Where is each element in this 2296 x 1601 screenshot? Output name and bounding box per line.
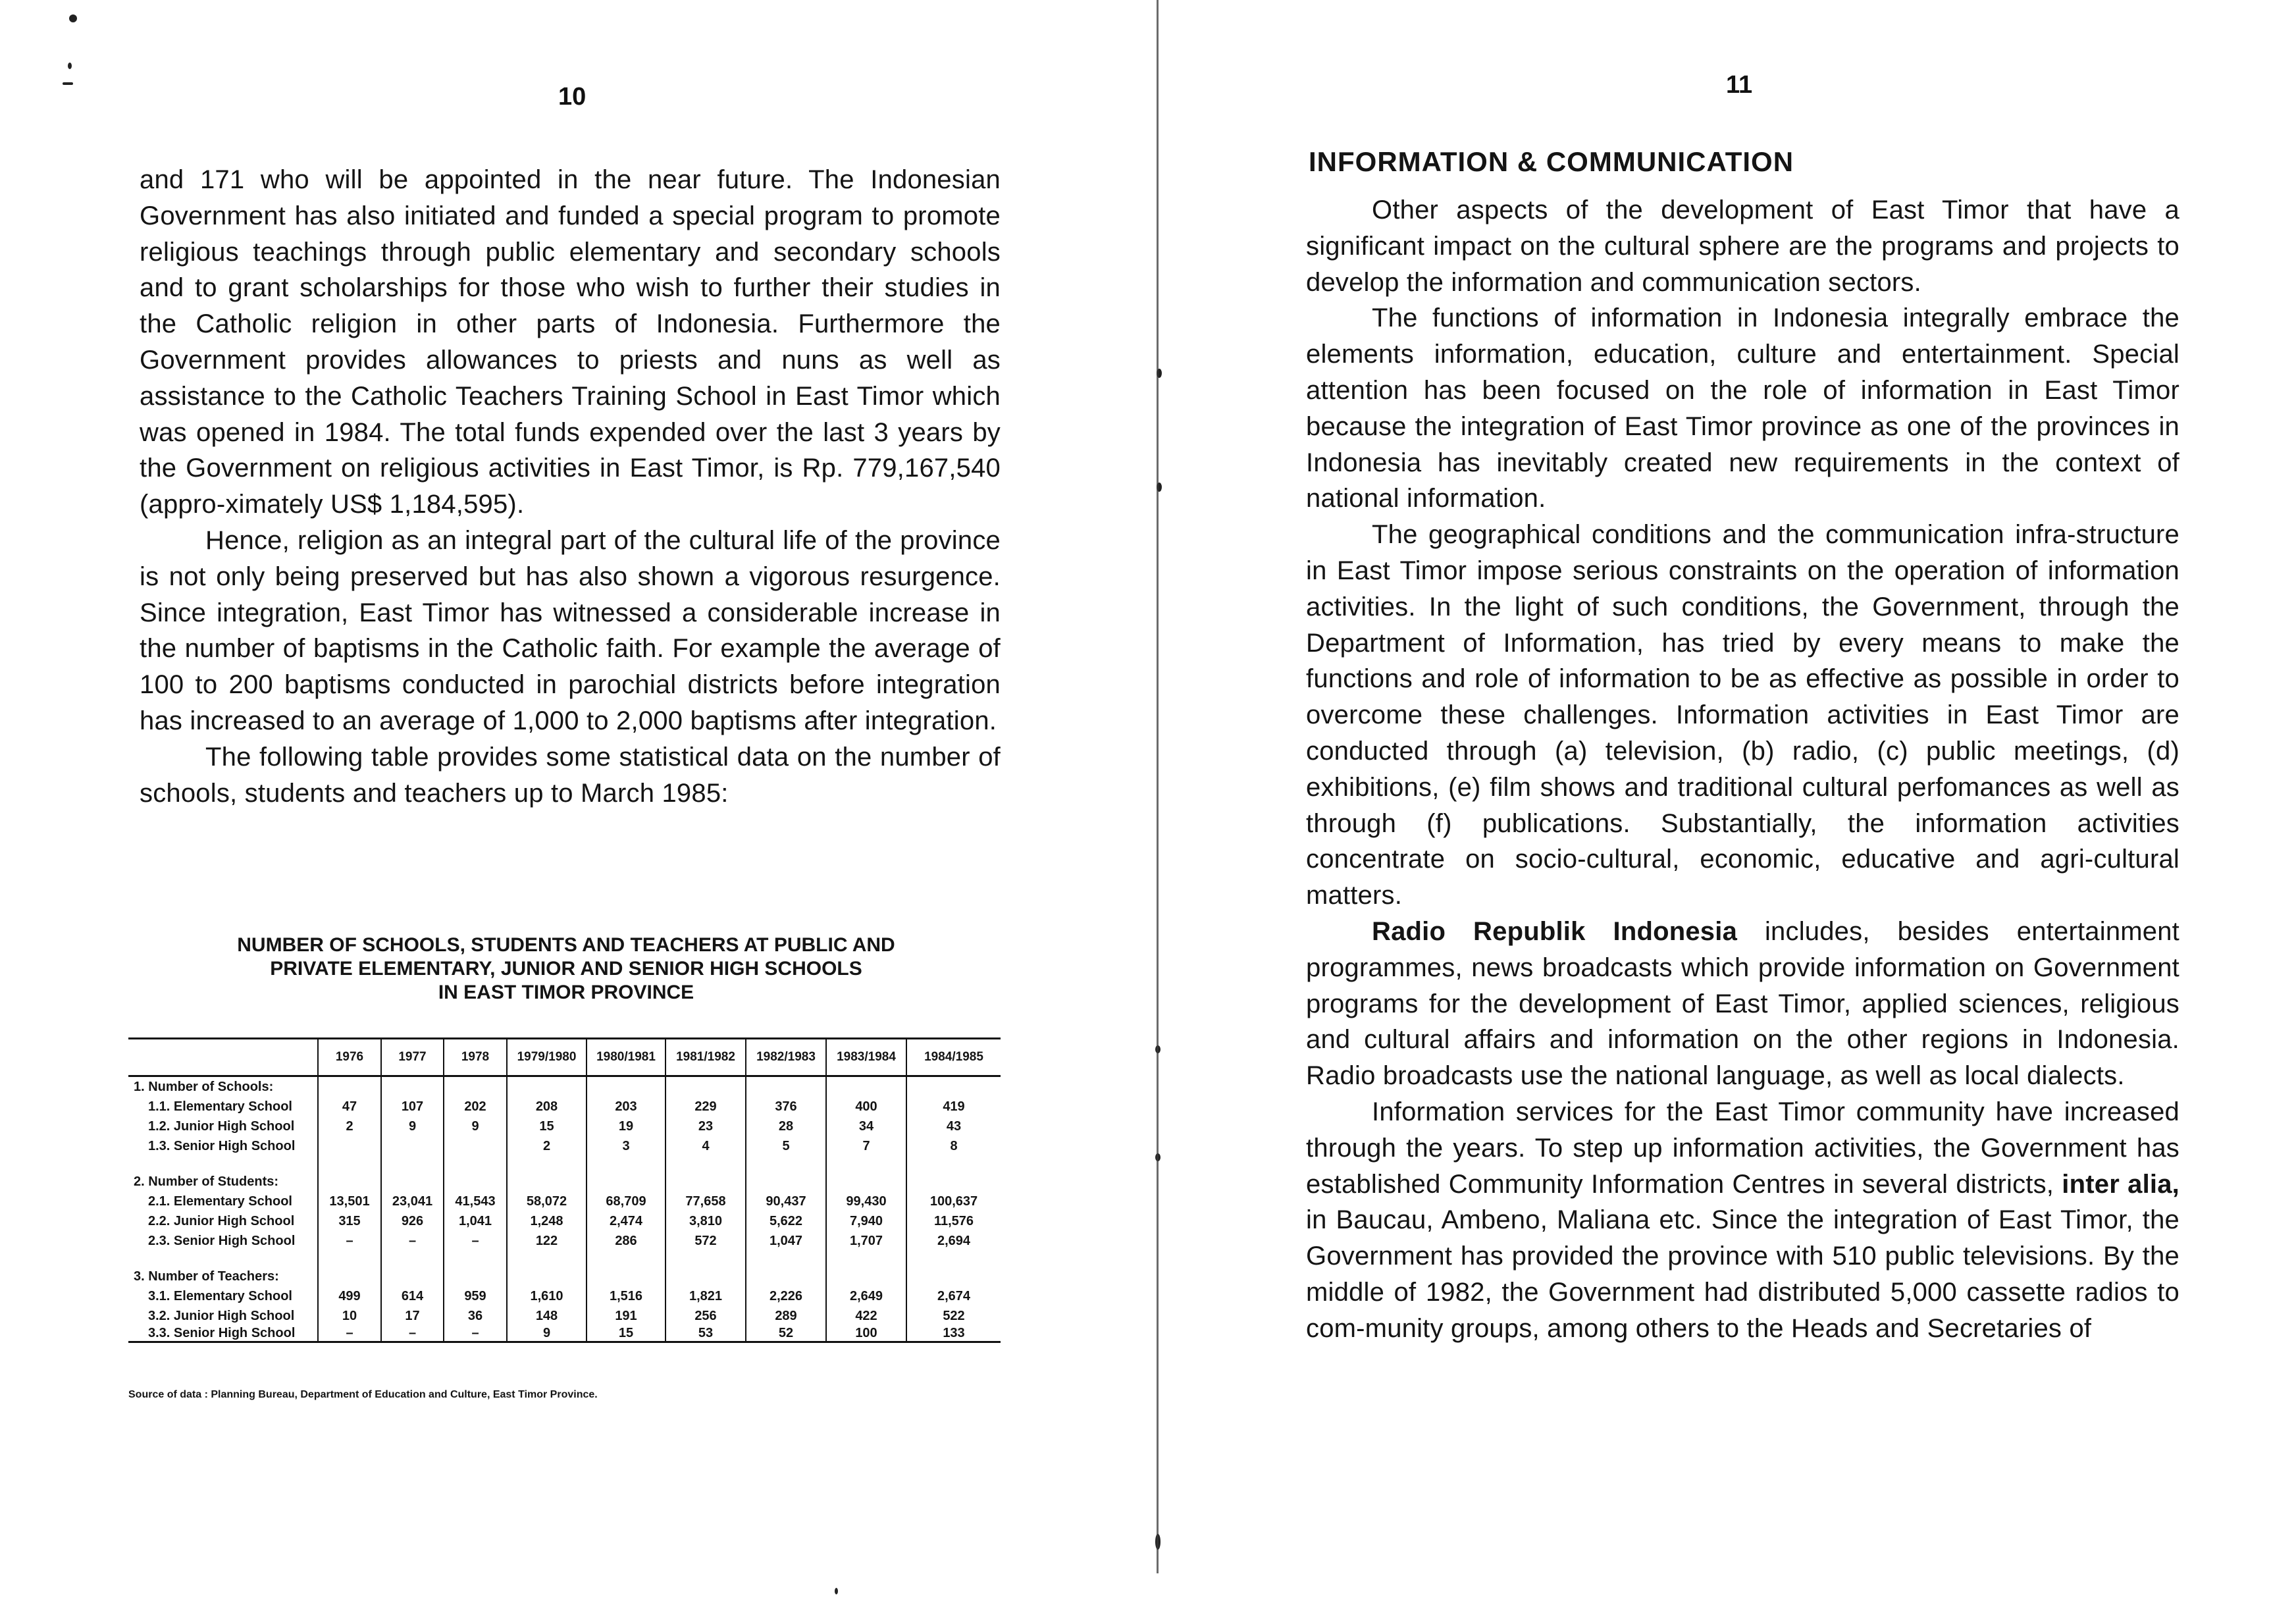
value-cell: 19: [587, 1116, 665, 1136]
table-title-line: IN EAST TIMOR PROVINCE: [438, 982, 694, 1003]
section-heading-cell: 1. Number of Schools:: [134, 1079, 274, 1094]
column-header: 1983/1984: [826, 1039, 906, 1076]
column-header: 1982/1983: [746, 1039, 826, 1076]
empty-cell: [906, 1172, 1001, 1192]
empty-cell: [746, 1267, 826, 1286]
spacer-cell: [906, 1156, 1001, 1172]
column-header: 1976: [318, 1039, 381, 1076]
table-spacer-row: [128, 1156, 1001, 1172]
empty-cell: [381, 1267, 444, 1286]
spacer-cell: [444, 1251, 507, 1267]
table-row: [128, 1211, 1001, 1231]
value-cell: 99,430: [826, 1192, 906, 1211]
value-cell: 5: [746, 1136, 826, 1156]
inter-alia-bold: inter alia,: [2062, 1169, 2180, 1199]
value-cell: 202: [444, 1097, 507, 1116]
value-cell: 15: [587, 1326, 665, 1342]
value-cell: 959: [444, 1286, 507, 1306]
paragraph-information: [1306, 1094, 2179, 1347]
spacer-cell: [507, 1156, 587, 1172]
empty-cell: [507, 1267, 587, 1286]
value-cell: 28: [746, 1116, 826, 1136]
statistics-table: [128, 1037, 1001, 1343]
right-page: [1159, 0, 2296, 1601]
value-cell: 47: [318, 1097, 381, 1116]
table-row: [128, 1286, 1001, 1306]
empty-cell: [444, 1076, 507, 1097]
column-header: 1977: [381, 1039, 444, 1076]
radio-text: includes, besides entertainment programmes, news broadcasts which provide information on Government programs for the development of East Timor, applied sciences, religious and cultural affairs and information on the other regions in Indonesia. Radio broadcasts use the national language, as well as local dialects.: [1306, 916, 2179, 1091]
row-label-cell: 1.1. Elementary School: [148, 1099, 292, 1114]
empty-cell: [746, 1172, 826, 1192]
section-heading-cell: 2. Number of Students:: [134, 1174, 279, 1189]
value-cell: 2,474: [587, 1211, 665, 1231]
table-row: [128, 1326, 1001, 1342]
paragraph-radio: [1306, 914, 2179, 1094]
spacer-cell: [128, 1156, 318, 1172]
row-label-cell: 2.2. Junior High School: [148, 1213, 295, 1228]
value-cell: 11,576: [906, 1211, 1001, 1231]
value-cell: [381, 1136, 444, 1156]
spacer-cell: [507, 1251, 587, 1267]
value-cell: 1,248: [507, 1211, 587, 1231]
section-heading-cell: 3. Number of Teachers:: [134, 1269, 279, 1284]
empty-cell: [587, 1076, 665, 1097]
spacer-cell: [746, 1251, 826, 1267]
spacer-cell: [906, 1251, 1001, 1267]
table-header-row: [128, 1039, 1001, 1076]
body-text: [140, 162, 1001, 811]
value-cell: –: [318, 1326, 381, 1342]
empty-cell: [665, 1172, 746, 1192]
spacer-cell: [665, 1156, 746, 1172]
row-label-cell: 2.3. Senior High School: [148, 1233, 296, 1248]
value-cell: 522: [906, 1306, 1001, 1326]
value-cell: 122: [507, 1231, 587, 1251]
paragraph: Hence, religion as an integral part of the cultural life of the province is not only being preserved but has also shown a vigorous resurgence. Since integration, East Timor has witnessed a considerable increase in the number of baptisms in the Catholic faith. For example the average of 100 to 200 baptisms conducted in parochial districts before integration has increased to an average of 1,000 to 2,000 baptisms after integration.: [140, 525, 1001, 735]
value-cell: 34: [826, 1116, 906, 1136]
empty-cell: [826, 1172, 906, 1192]
value-cell: 422: [826, 1306, 906, 1326]
table-title-line: PRIVATE ELEMENTARY, JUNIOR AND SENIOR HIGH SCHOOLS: [270, 958, 862, 980]
column-header: 1978: [444, 1039, 507, 1076]
table-section-header-row: [128, 1172, 1001, 1192]
empty-cell: [746, 1076, 826, 1097]
empty-cell: [444, 1172, 507, 1192]
value-cell: 10: [318, 1306, 381, 1326]
value-cell: 36: [444, 1306, 507, 1326]
row-label-cell: 3.2. Junior High School: [148, 1308, 295, 1323]
value-cell: 23,041: [381, 1192, 444, 1211]
column-header: 1980/1981: [587, 1039, 665, 1076]
value-cell: 15: [507, 1116, 587, 1136]
empty-cell: [381, 1076, 444, 1097]
table-row: [128, 1136, 1001, 1156]
value-cell: 77,658: [665, 1192, 746, 1211]
spacer-cell: [381, 1156, 444, 1172]
page-number: 10: [558, 83, 587, 111]
value-cell: 315: [318, 1211, 381, 1231]
table-row: [128, 1306, 1001, 1326]
value-cell: 9: [444, 1116, 507, 1136]
spacer-cell: [587, 1251, 665, 1267]
column-header: [128, 1039, 318, 1076]
spacer-cell: [826, 1156, 906, 1172]
empty-cell: [587, 1172, 665, 1192]
value-cell: 286: [587, 1231, 665, 1251]
spacer-cell: [444, 1156, 507, 1172]
spacer-cell: [665, 1251, 746, 1267]
value-cell: 926: [381, 1211, 444, 1231]
empty-cell: [665, 1267, 746, 1286]
value-cell: 58,072: [507, 1192, 587, 1211]
value-cell: 68,709: [587, 1192, 665, 1211]
spacer-cell: [318, 1251, 381, 1267]
row-label-cell: 3.3. Senior High School: [128, 1326, 318, 1342]
table-row: [128, 1231, 1001, 1251]
table-body: [128, 1076, 1001, 1342]
source-label: Source of data :: [128, 1389, 208, 1400]
table-row: [128, 1116, 1001, 1136]
empty-cell: [906, 1076, 1001, 1097]
value-cell: 52: [746, 1326, 826, 1342]
value-cell: 5,622: [746, 1211, 826, 1231]
value-cell: –: [444, 1231, 507, 1251]
empty-cell: [665, 1076, 746, 1097]
value-cell: 2,649: [826, 1286, 906, 1306]
paragraph: Other aspects of the development of East Timor that have a significant impact on the cultural sphere are the programs and projects to develop the information and communication sectors.: [1306, 196, 2179, 297]
value-cell: 13,501: [318, 1192, 381, 1211]
spacer-cell: [318, 1156, 381, 1172]
value-cell: 100,637: [906, 1192, 1001, 1211]
empty-cell: [318, 1076, 381, 1097]
value-cell: 419: [906, 1097, 1001, 1116]
table-row: [128, 1192, 1001, 1211]
value-cell: –: [381, 1231, 444, 1251]
row-label-cell: 3.1. Elementary School: [148, 1288, 292, 1303]
value-cell: 7: [826, 1136, 906, 1156]
table-source: [128, 1389, 598, 1401]
value-cell: 148: [507, 1306, 587, 1326]
column-header: 1984/1985: [906, 1039, 1001, 1076]
table-section-header-row: [128, 1076, 1001, 1097]
value-cell: 53: [665, 1326, 746, 1342]
value-cell: 23: [665, 1116, 746, 1136]
value-cell: 400: [826, 1097, 906, 1116]
value-cell: 107: [381, 1097, 444, 1116]
info-text-after: in Baucau, Ambeno, Maliana etc. Since the integration of East Timor, the Government has provided the province with 510 public televisions. By the middle of 1982, the Government had distributed 5,000 cassette radios to com-munity groups, among others to the Heads and Secretaries of: [1306, 1205, 2179, 1343]
value-cell: 2,694: [906, 1231, 1001, 1251]
paragraph: The functions of information in Indonesia integrally embrace the elements information, education, culture and entertainment. Special attention has been focused on the role of information in East Timor because the integration of East Timor province as one of the provinces in Indonesia has inevitably created new requirements in the context of national information.: [1306, 303, 2179, 513]
value-cell: 229: [665, 1097, 746, 1116]
value-cell: 376: [746, 1097, 826, 1116]
value-cell: 1,610: [507, 1286, 587, 1306]
row-label-cell: 1.3. Senior High School: [148, 1138, 296, 1153]
value-cell: 191: [587, 1306, 665, 1326]
value-cell: 100: [826, 1326, 906, 1342]
empty-cell: [318, 1267, 381, 1286]
value-cell: 203: [587, 1097, 665, 1116]
empty-cell: [826, 1076, 906, 1097]
value-cell: 3: [587, 1136, 665, 1156]
value-cell: 7,940: [826, 1211, 906, 1231]
value-cell: 2,674: [906, 1286, 1001, 1306]
table-row: [128, 1097, 1001, 1116]
value-cell: –: [444, 1326, 507, 1342]
value-cell: 2,226: [746, 1286, 826, 1306]
value-cell: 572: [665, 1231, 746, 1251]
value-cell: 499: [318, 1286, 381, 1306]
value-cell: 90,437: [746, 1192, 826, 1211]
value-cell: 1,516: [587, 1286, 665, 1306]
page-number: 11: [1726, 71, 1753, 99]
source-text: Planning Bureau, Department of Education and Culture, East Timor Province.: [211, 1389, 598, 1400]
empty-cell: [826, 1267, 906, 1286]
paragraph: The following table provides some statistical data on the number of schools, students and teachers up to March 1985:: [140, 742, 1001, 808]
value-cell: 208: [507, 1097, 587, 1116]
empty-cell: [906, 1267, 1001, 1286]
table-spacer-row: [128, 1251, 1001, 1267]
row-label-cell: 2.1. Elementary School: [148, 1194, 292, 1209]
empty-cell: [444, 1267, 507, 1286]
value-cell: 133: [906, 1326, 1001, 1342]
spacer-cell: [746, 1156, 826, 1172]
empty-cell: [318, 1172, 381, 1192]
info-text-before: Information services for the East Timor community have increased through the years. To step up information activities, the Government has established Community Information Centres in several districts,: [1306, 1097, 2179, 1199]
table-title-line: NUMBER OF SCHOOLS, STUDENTS AND TEACHERS AT PUBLIC AND: [237, 934, 895, 956]
value-cell: –: [318, 1231, 381, 1251]
value-cell: 43: [906, 1116, 1001, 1136]
value-cell: 8: [906, 1136, 1001, 1156]
spacer-cell: [381, 1251, 444, 1267]
value-cell: 1,707: [826, 1231, 906, 1251]
value-cell: 2: [507, 1136, 587, 1156]
paragraph: The geographical conditions and the communication infra-structure in East Timor impose serious constraints on the operation of information activities. In the light of such conditions, the Government, through the Department of Information, has tried by every means to make the functions and role of information to be as effective as possible in order to overcome these challenges. Information activities in East Timor are conducted through (a) television, (b) radio, (c) public meetings, (d) exhibitions, (e) film shows and traditional cultural perfomances as well as through (f) publications. Substantially, the information activities concentrate on socio-cultural, economic, educative and agri-cultural matters.: [1306, 520, 2179, 910]
value-cell: [318, 1136, 381, 1156]
value-cell: 256: [665, 1306, 746, 1326]
empty-cell: [507, 1076, 587, 1097]
value-cell: [444, 1136, 507, 1156]
value-cell: 1,047: [746, 1231, 826, 1251]
body-text: [1306, 192, 2179, 1347]
value-cell: 17: [381, 1306, 444, 1326]
spacer-cell: [826, 1251, 906, 1267]
value-cell: 1,041: [444, 1211, 507, 1231]
column-header: 1981/1982: [665, 1039, 746, 1076]
value-cell: 614: [381, 1286, 444, 1306]
value-cell: 289: [746, 1306, 826, 1326]
empty-cell: [507, 1172, 587, 1192]
value-cell: 1,821: [665, 1286, 746, 1306]
table-title: [128, 933, 1004, 1005]
value-cell: 41,543: [444, 1192, 507, 1211]
value-cell: 9: [381, 1116, 444, 1136]
section-heading: INFORMATION & COMMUNICATION: [1309, 146, 1794, 177]
value-cell: 4: [665, 1136, 746, 1156]
value-cell: –: [381, 1326, 444, 1342]
spacer-cell: [128, 1251, 318, 1267]
paragraph: and 171 who will be appointed in the near future. The Indonesian Government has also initiated and funded a special program to promote religious teachings through public elementary and secondary schools and to grant scholarships for those who wish to further their studies in the Catholic religion in other parts of Indonesia. Furthermore the Government provides allowances to priests and nuns as well as assistance to the Catholic Teachers Training School in East Timor which was opened in 1984. The total funds expended over the last 3 years by the Government on religious activities in East Timor, is Rp. 779,167,540 (appro-ximately US$ 1,184,595).: [140, 165, 1001, 519]
value-cell: 9: [507, 1326, 587, 1342]
empty-cell: [381, 1172, 444, 1192]
row-label-cell: 1.2. Junior High School: [148, 1118, 295, 1134]
empty-cell: [587, 1267, 665, 1286]
table-section-header-row: [128, 1267, 1001, 1286]
value-cell: 2: [318, 1116, 381, 1136]
column-header: 1979/1980: [507, 1039, 587, 1076]
value-cell: 3,810: [665, 1211, 746, 1231]
spacer-cell: [587, 1156, 665, 1172]
radio-republik-bold: Radio Republik Indonesia: [1372, 916, 1738, 946]
